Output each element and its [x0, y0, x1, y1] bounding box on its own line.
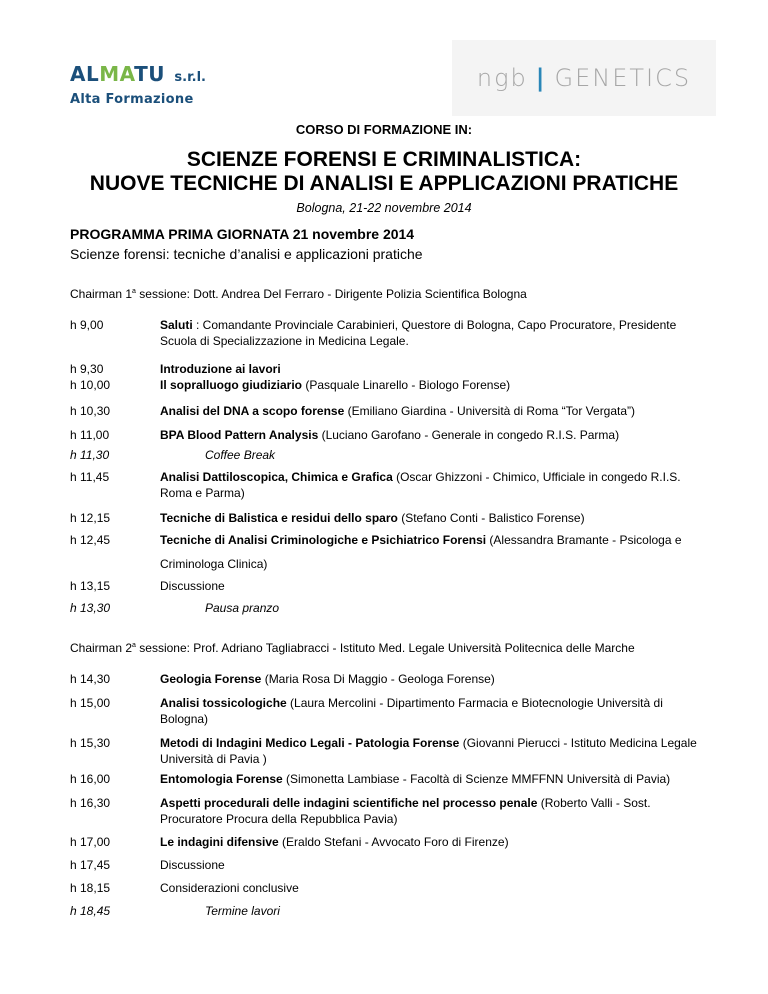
time: h 11,45: [70, 470, 110, 484]
logo-part: ngb: [476, 64, 528, 92]
detail: (Luciano Garofano - Generale in congedo R.I.S. Parma): [318, 428, 620, 442]
description: Coffee Break: [205, 448, 276, 462]
program-subtitle: Scienze forensi: tecniche d’analisi e applicazioni pratiche: [70, 246, 423, 262]
topic: Le indagini difensive: [160, 835, 279, 849]
topic: Il sopralluogo giudiziario: [160, 378, 303, 392]
description: [160, 695, 710, 727]
chair-sup: a: [132, 288, 136, 295]
time: h 18,15: [70, 881, 111, 895]
time: h 15,00: [70, 696, 111, 710]
topic: Analisi del DNA a scopo forense: [160, 404, 345, 418]
description: [160, 317, 710, 349]
description: Pausa pranzo: [205, 601, 280, 615]
topic: Introduzione ai lavori: [160, 362, 281, 376]
time: h 16,30: [70, 796, 111, 810]
detail: (Simonetta Lambiase - Facoltà di Scienze MMFFNN Università di Pavia): [282, 772, 671, 786]
chairman-session-2: [70, 641, 635, 655]
time: h 17,45: [70, 858, 111, 872]
chair-text: sessione: Dott. Andrea Del Ferraro - Dirigente Polizia Scientifica Bologna: [135, 287, 527, 301]
detail: (Laura Mercolini - Dipartimento Farmacia e Biotecnologie Università di Bologna): [160, 696, 663, 726]
description: [160, 834, 710, 850]
almatu-wordmark: [70, 63, 206, 89]
description-continued: Criminologa Clinica): [160, 557, 268, 571]
logo-part: GENETICS: [554, 64, 692, 92]
detail: (Alessandra Bramante - Psicologa e: [486, 533, 682, 547]
time: h 15,30: [70, 736, 111, 750]
topic: Tecniche di Analisi Criminologiche e Psichiatrico Forensi: [160, 533, 487, 547]
description: [160, 510, 710, 526]
topic: BPA Blood Pattern Analysis: [160, 428, 319, 442]
chair-text: Chairman 1: [70, 287, 133, 301]
time: h 9,00: [70, 318, 104, 332]
ngb-genetics-logo: [452, 40, 716, 116]
time: h 14,30: [70, 672, 111, 686]
time: h 13,30: [70, 601, 111, 615]
time: h 11,30: [70, 448, 110, 462]
almatu-subtitle: Alta Formazione: [70, 92, 194, 107]
chair-text: Chairman 2: [70, 641, 133, 655]
description: Discussione: [160, 858, 225, 872]
description: Considerazioni conclusive: [160, 881, 299, 895]
detail: : Comandante Provinciale Carabinieri, Questore di Bologna, Capo Procuratore, Presidente Scuola di Specializzazione in Medicina Legale.: [160, 318, 677, 348]
detail: (Pasquale Linarello - Biologo Forense): [302, 378, 511, 392]
time: h 16,00: [70, 772, 111, 786]
course-title-line1: SCIENZE FORENSI E CRIMINALISTICA:: [186, 148, 582, 171]
topic: Analisi tossicologiche: [160, 696, 287, 710]
detail: (Stefano Conti - Balistico Forense): [397, 511, 585, 525]
chair-text: sessione: Prof. Adriano Tagliabracci - Istituto Med. Legale Università Politecnica delle Marche: [135, 641, 635, 655]
detail: (Roberto Valli - Sost. Procuratore Procura della Repubblica Pavia): [160, 796, 651, 826]
description: [160, 795, 710, 827]
topic: Entomologia Forense: [160, 772, 283, 786]
time: h 10,00: [70, 378, 111, 392]
description: Termine lavori: [205, 904, 280, 918]
course-label: CORSO DI FORMAZIONE IN:: [295, 122, 473, 137]
time: h 9,30: [70, 362, 104, 376]
topic: Analisi Dattiloscopica, Chimica e Grafica: [160, 470, 393, 484]
almatu-logo: [70, 63, 206, 107]
time: h 13,15: [70, 579, 111, 593]
topic: Saluti: [160, 318, 193, 332]
topic: Geologia Forense: [160, 672, 262, 686]
description: [160, 735, 710, 767]
detail: (Oscar Ghizzoni - Chimico, Ufficiale in congedo R.I.S. Roma e Parma): [160, 470, 681, 500]
logo-separator: |: [535, 64, 547, 92]
chairman-session-1: [70, 287, 527, 301]
time: h 18,45: [70, 904, 111, 918]
description: Discussione: [160, 579, 225, 593]
description: [160, 361, 710, 377]
detail: (Giovanni Pierucci - Istituto Medicina Legale Università di Pavia ): [160, 736, 697, 766]
description: [160, 403, 710, 419]
detail: (Maria Rosa Di Maggio - Geologa Forense): [261, 672, 495, 686]
time: h 12,45: [70, 533, 111, 547]
time: h 11,00: [70, 428, 110, 442]
detail: (Eraldo Stefani - Avvocato Foro di Firenze): [278, 835, 509, 849]
description: [160, 377, 710, 393]
detail: (Emiliano Giardina - Università di Roma “Tor Vergata”): [344, 404, 636, 418]
time: h 17,00: [70, 835, 111, 849]
logo-part: AL: [70, 62, 100, 86]
description: [160, 771, 710, 787]
course-place-date: Bologna, 21-22 novembre 2014: [296, 201, 472, 215]
time: h 12,15: [70, 511, 111, 525]
logo-srl: s.r.l.: [174, 70, 206, 85]
chair-sup: a: [132, 642, 136, 649]
logo-part: TU: [134, 62, 165, 86]
program-heading: PROGRAMMA PRIMA GIORNATA 21 novembre 2014: [70, 226, 415, 242]
course-title-line2: NUOVE TECNICHE DI ANALISI E APPLICAZIONI PRATICHE: [89, 172, 679, 195]
description: [160, 427, 710, 443]
description: [160, 671, 710, 687]
topic: Metodi di Indagini Medico Legali - Patologia Forense: [160, 736, 460, 750]
description: [160, 532, 710, 548]
description: [160, 469, 710, 501]
logo-part: MA: [99, 62, 135, 86]
time: h 10,30: [70, 404, 111, 418]
topic: Aspetti procedurali delle indagini scientifiche nel processo penale: [160, 796, 538, 810]
topic: Tecniche di Balistica e residui dello sparo: [160, 511, 398, 525]
